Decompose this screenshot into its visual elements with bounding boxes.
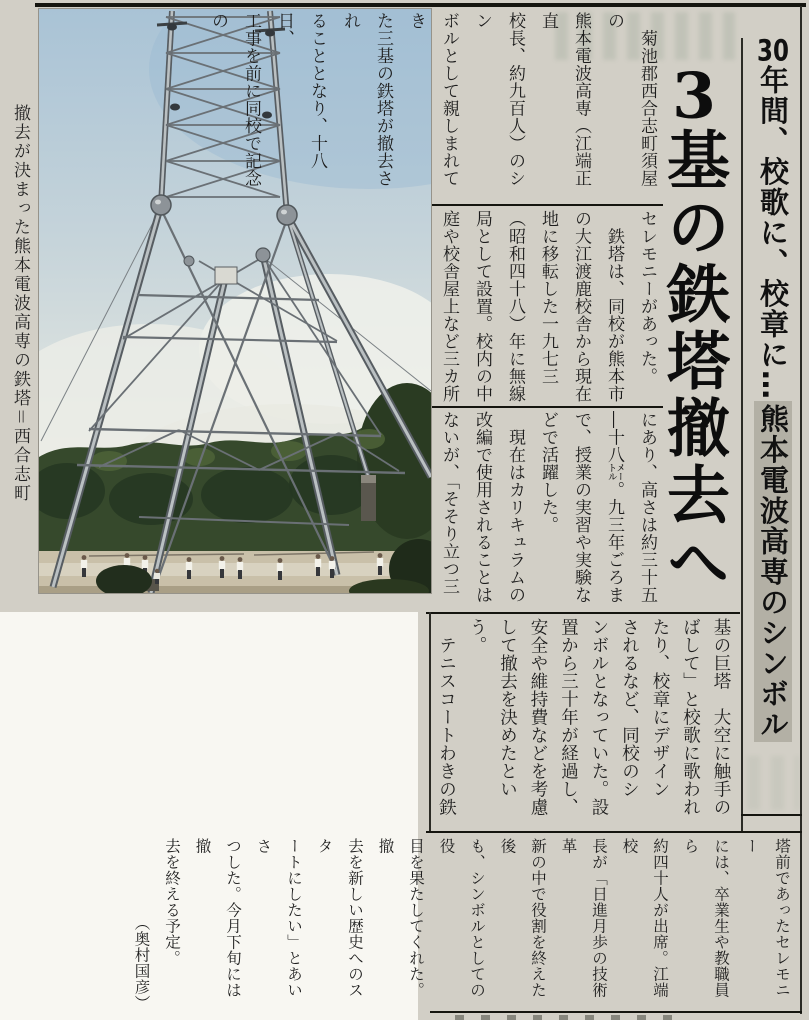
text-column: にあり、高さは約三十五 bbox=[637, 411, 657, 604]
body-band-4 bbox=[430, 618, 736, 829]
text-column: ―十八㍍。九三年ごろま bbox=[604, 411, 624, 604]
body-band-2 bbox=[432, 210, 663, 404]
text-column: で、授業の実習や実験な bbox=[571, 411, 591, 604]
text-column: 安全や維持費などを考慮 bbox=[528, 618, 548, 816]
text-column: 現在はカリキュラムの bbox=[505, 411, 525, 604]
body-band-5 bbox=[132, 838, 797, 1011]
text-column: つした。今月下旬には撤 bbox=[193, 838, 242, 998]
band-divider-2 bbox=[430, 406, 663, 408]
headline-divider-rule bbox=[741, 38, 743, 832]
body-band-3 bbox=[432, 411, 663, 604]
text-column: う。 bbox=[467, 618, 487, 654]
text-column: 熊本電波高専（江端正直 bbox=[538, 12, 591, 187]
text-column: 庭や校舎屋上など三カ所 bbox=[439, 210, 459, 403]
text-column: ばして」と校歌に歌われ bbox=[680, 618, 701, 816]
text-column: の大江渡鹿校舎から現在 bbox=[571, 210, 591, 403]
text-column: 菊池郡西合志町須屋の bbox=[604, 12, 657, 187]
text-column: （昭和四十八）年に無線 bbox=[505, 210, 525, 403]
headline-text: 基の鉄塔撤去へ bbox=[657, 127, 731, 596]
subtitle-number: 30 bbox=[757, 36, 789, 65]
text-column: テニスコートわきの鉄 bbox=[436, 618, 457, 816]
text-column: 新の中で役割を終えた後 bbox=[498, 838, 547, 998]
band-divider-1 bbox=[430, 204, 663, 206]
bottom-rule bbox=[430, 1011, 802, 1013]
text-column: ートにしたい」とあいさ bbox=[254, 838, 303, 998]
text-column: 塔前であったセレモニー bbox=[742, 838, 791, 998]
text-column: されるなど、同校のシ bbox=[619, 618, 640, 798]
bottom-band-top-rule bbox=[426, 831, 802, 833]
body-band-1 bbox=[208, 12, 663, 203]
text-column: 鉄塔は、同校が熊本市 bbox=[604, 210, 624, 403]
text-column: 工事を前に同校で記念の bbox=[208, 12, 261, 187]
subtitle-bottom-rule bbox=[741, 814, 802, 816]
text-column: 長が「日進月歩の技術革 bbox=[559, 838, 608, 998]
text-column: 基の巨塔 大空に触手の bbox=[711, 618, 731, 816]
text-column: して撤去を決めたとい bbox=[497, 618, 518, 798]
text-column: 約四十人が出席。江端校 bbox=[620, 838, 669, 998]
text-column: ることとなり、十八日、 bbox=[274, 12, 327, 170]
top-rule bbox=[35, 3, 806, 7]
subtitle-text: 年間、校歌に、校章に… bbox=[756, 65, 790, 401]
text-column: 目を果たしてくれた。撤 bbox=[376, 838, 425, 998]
mid-band-top-rule bbox=[426, 612, 740, 614]
byline: （奥村国彦） bbox=[132, 915, 151, 1011]
text-column: セレモニーがあった。 bbox=[637, 210, 657, 385]
text-column: 地に移転した一九七三 bbox=[538, 210, 558, 385]
text-column: 去を新しい歴史へのスタ bbox=[315, 838, 364, 998]
text-column: ボルとして親しまれてき bbox=[406, 12, 459, 187]
subtitle-headline bbox=[744, 36, 801, 758]
text-column: たり、校章にデザイン bbox=[650, 618, 670, 798]
text-column: ンボルとなっていた。設 bbox=[589, 618, 609, 816]
headline-number: 3 bbox=[672, 64, 716, 127]
text-column: 校長、約九百人）のシン bbox=[472, 12, 525, 187]
text-column: た三基の鉄塔が撤去され bbox=[340, 12, 393, 187]
text-column: には、卒業生や教職員ら bbox=[681, 838, 730, 998]
text-column: ないが、「そそり立つ三 bbox=[439, 411, 459, 595]
text-column: 局として設置。校内の中 bbox=[472, 210, 492, 403]
text-column: 改編で使用されることは bbox=[472, 411, 492, 604]
photo-caption: 撤去が決まった熊本電波高専の鉄塔＝西合志町 bbox=[10, 104, 30, 503]
subtitle-highlight: 熊本電波高専のシンボル bbox=[754, 401, 792, 743]
text-column: 去を終える予定。 bbox=[163, 838, 181, 966]
text-column: も、シンボルとしての役 bbox=[437, 838, 486, 998]
text-column: どで活躍した。 bbox=[538, 411, 558, 534]
cut-off-text-marks bbox=[455, 1015, 685, 1020]
text-column: 置から三十年が経過し、 bbox=[558, 618, 579, 816]
